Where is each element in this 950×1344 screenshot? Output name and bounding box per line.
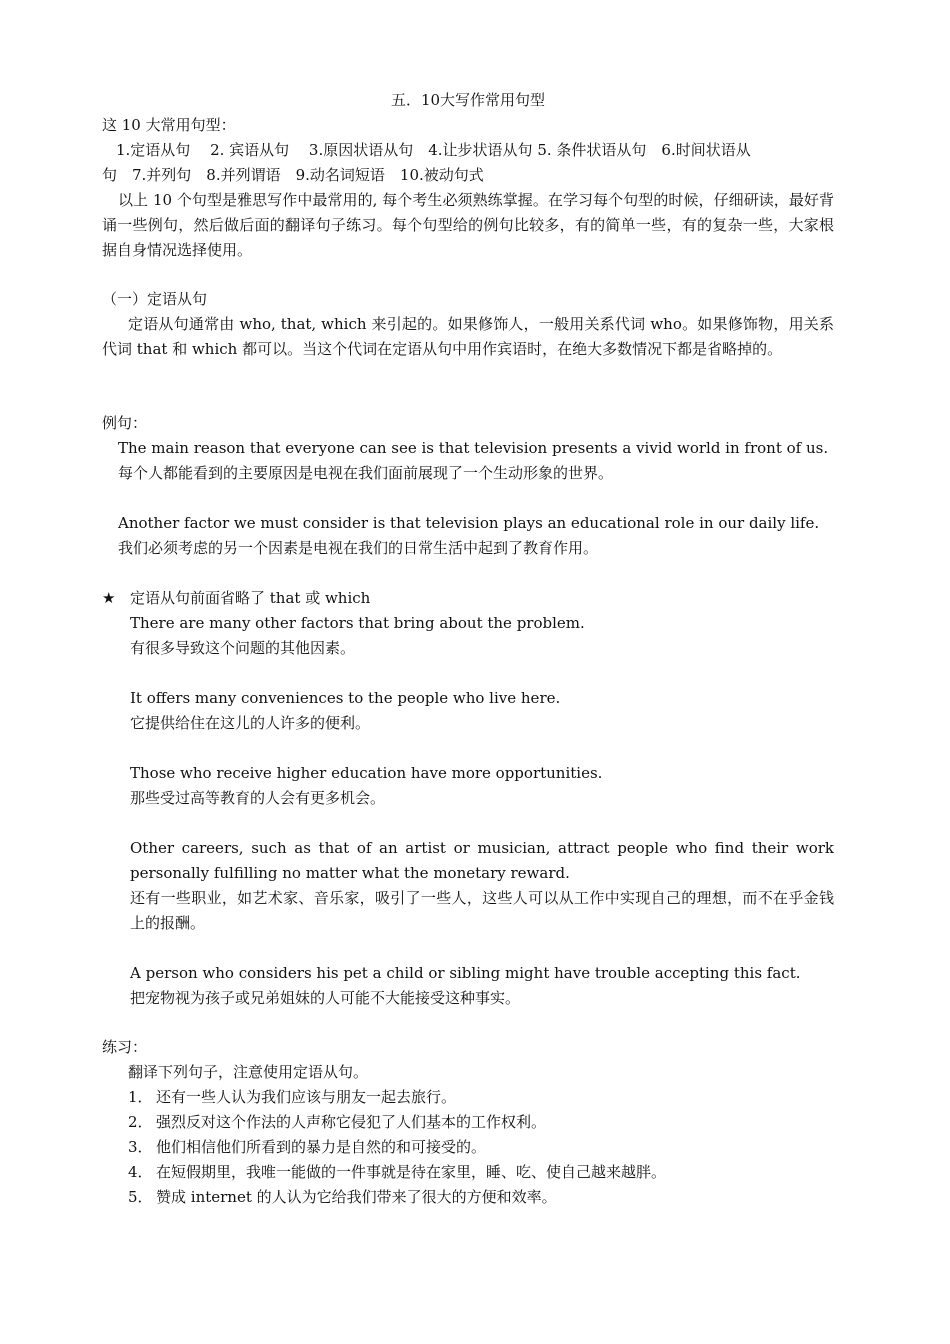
star-heading: 定语从句前面省略了 that 或 which bbox=[130, 589, 371, 607]
practice-label: 练习： bbox=[102, 1038, 148, 1056]
examples-label: 例句： bbox=[102, 414, 148, 432]
example-en: Another factor we must consider is that television plays an educational role in our daily life. bbox=[118, 514, 820, 532]
intro-paragraph: 以上 10 个句型是雅思写作中最常用的, 每个考生必须熟练掌握。在学习每个句型的时候，仔细研读，最好背诵一些例句，然后做后面的翻译句子练习。每个句型给的例句比较多，有的简单一些，有的复杂一些，大家根据自身情况选择使用。 bbox=[102, 191, 834, 259]
page-title: 五．10大写作常用句型 bbox=[390, 91, 546, 109]
practice-item-number: 3． bbox=[128, 1138, 153, 1156]
example-zh: 我们必须考虑的另一个因素是电视在我们的日常生活中起到了教育作用。 bbox=[118, 539, 599, 557]
star-example-en: Those who receive higher education have more opportunities. bbox=[130, 764, 603, 782]
pattern-list-line-2: 句 7.并列句 8.并列谓语 9.动名词短语 10.被动句式 bbox=[102, 166, 484, 184]
practice-item-text: 在短假期里，我唯一能做的一件事就是待在家里，睡、吃、使自己越来越胖。 bbox=[156, 1163, 667, 1181]
example-en: The main reason that everyone can see is that television presents a vivid world in front of us. bbox=[118, 439, 829, 457]
practice-item-text: 赞成 internet 的人认为它给我们带来了很大的方便和效率。 bbox=[156, 1188, 557, 1206]
practice-item-number: 5． bbox=[128, 1188, 153, 1206]
practice-item-number: 1． bbox=[128, 1088, 153, 1106]
star-icon: ★ bbox=[102, 589, 116, 607]
practice-item-text: 他们相信他们所看到的暴力是自然的和可接受的。 bbox=[156, 1138, 487, 1156]
star-example-en: It offers many conveniences to the people who live here. bbox=[130, 689, 561, 707]
star-example-zh: 它提供给住在这儿的人许多的便利。 bbox=[130, 714, 371, 732]
practice-item-number: 4． bbox=[128, 1163, 153, 1181]
practice-item-number: 2． bbox=[128, 1113, 153, 1131]
practice-item-text: 还有一些人认为我们应该与朋友一起去旅行。 bbox=[156, 1088, 457, 1106]
practice-instruction: 翻译下列句子，注意使用定语从句。 bbox=[128, 1063, 369, 1081]
section-heading: （一）定语从句 bbox=[102, 290, 208, 308]
star-example-zh: 那些受过高等教育的人会有更多机会。 bbox=[130, 789, 386, 807]
intro-label: 这 10 大常用句型： bbox=[102, 116, 236, 134]
practice-item-text: 强烈反对这个作法的人声称它侵犯了人们基本的工作权利。 bbox=[156, 1113, 547, 1131]
star-example-zh: 还有一些职业，如艺术家、音乐家，吸引了一些人，这些人可以从工作中实现自己的理想，而不在乎金钱上的报酬。 bbox=[130, 889, 834, 932]
star-example-en: A person who considers his pet a child or sibling might have trouble accepting this fact. bbox=[130, 964, 801, 982]
section-description: 定语从句通常由 who, that, which 来引起的。如果修饰人，一般用关系代词 who。如果修饰物，用关系代词 that 和 which 都可以。当这个代词在定语从句中用作宾语时，在绝大多数情况下都是省略掉的。 bbox=[102, 315, 834, 358]
pattern-list-line-1: 1.定语从句 2. 宾语从句 3.原因状语从句 4.让步状语从句 5. 条件状语从句 6.时间状语从 bbox=[116, 141, 751, 159]
star-example-en: Other careers, such as that of an artist or musician, attract people who find their work personally fulfilling no matter what the monetary reward. bbox=[130, 839, 834, 882]
star-example-zh: 把宠物视为孩子或兄弟姐妹的人可能不大能接受这种事实。 bbox=[130, 989, 521, 1007]
example-zh: 每个人都能看到的主要原因是电视在我们面前展现了一个生动形象的世界。 bbox=[118, 464, 614, 482]
star-example-en: There are many other factors that bring about the problem. bbox=[130, 614, 585, 632]
star-example-zh: 有很多导致这个问题的其他因素。 bbox=[130, 639, 356, 657]
